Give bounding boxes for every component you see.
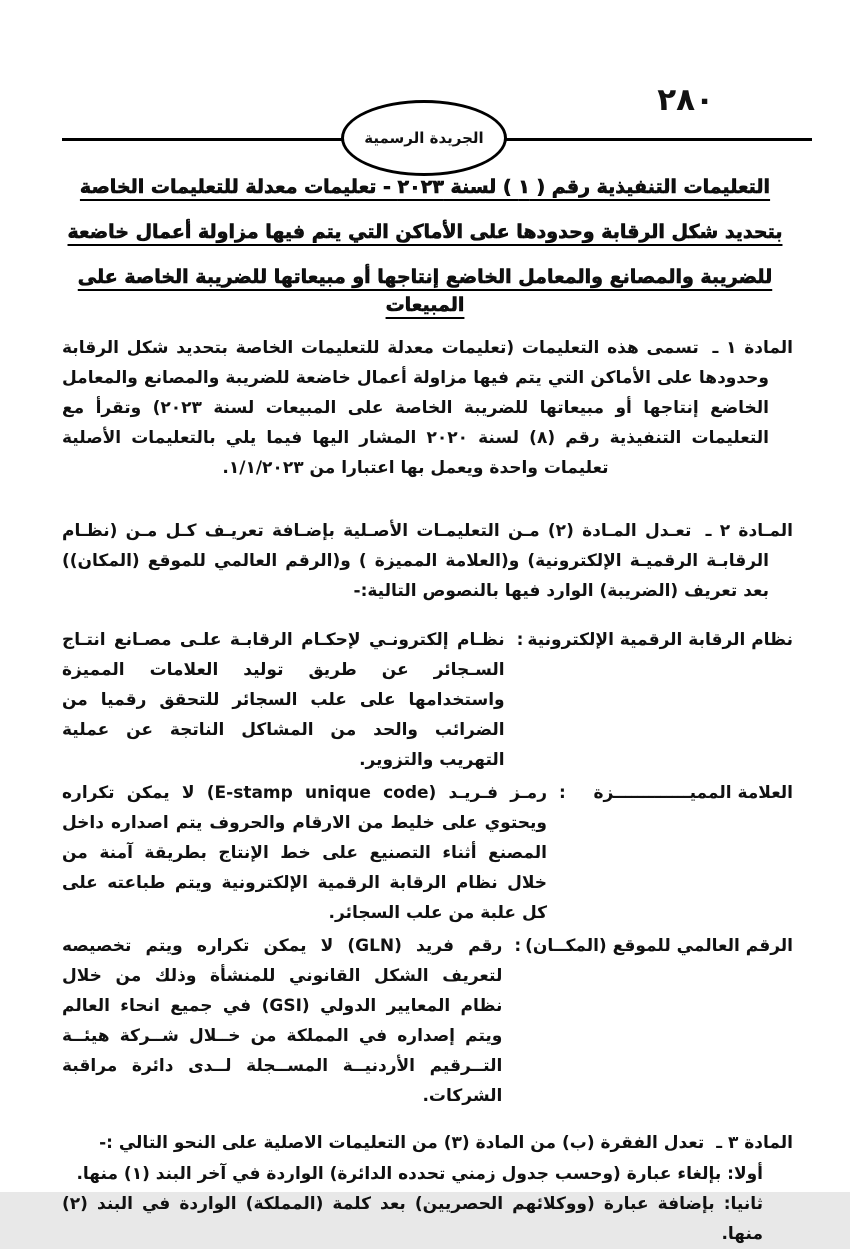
definition-row-digital-control-system bbox=[62, 625, 793, 775]
article-3-text: تعدل الفقرة (ب) من المادة (٣) من التعليمات الاصلية على النحو التالي :- bbox=[99, 1133, 705, 1153]
article-2-text: تعـدل المـادة (٢) مـن التعليمـات الأصـلية بإضـافة تعريـف كـل مـن (نظـام الرقابـة الرقميـة الإلكترونية) و(العلامة المميزة ) و(الرقم العالمي للموقع (المكان)) بعد تعريف (الضريبة) الوارد فيها بالنصوص التالية:- bbox=[62, 521, 769, 601]
definition-row-distinctive-mark bbox=[62, 778, 793, 928]
article-3-label: المادة ٣ ـ bbox=[716, 1133, 793, 1153]
gazette-badge-label: الجريدة الرسمية bbox=[364, 129, 484, 147]
gazette-badge bbox=[341, 100, 507, 176]
definition-description: رقم فريد (GLN) لا يمكن تكراره ويتم تخصيصه لتعريف الشكل القانوني للمنشأة وذلك من خلال نظام المعايير الدولي (GSI) في جميع انحاء العالم ويتم إصداره في المملكة من خــلال شــركة هيئــة التــرقيم الأردنيــة المســجلة لــدى دائرة مراقبة الشركات. bbox=[62, 936, 503, 1106]
definitions-table bbox=[62, 625, 793, 1111]
definition-term: نظام الرقابة الرقمية الإلكترونية bbox=[527, 630, 793, 650]
definition-term: العلامة المميـــــــــــــزة bbox=[593, 783, 793, 803]
definition-row-global-location-number bbox=[62, 931, 793, 1111]
article-1-label: المادة ١ ـ bbox=[712, 338, 793, 358]
definition-description: نظـام إلكترونـي لإحكـام الرقابـة علـى مصـانع انتـاج السـجائر عن طريق توليد العلامات المميزة واستخدامها على علب السجائر للتحقق رقميا من الضرائب والحد من المشاكل الناتجة عن عملية التهريب والتزوير. bbox=[62, 630, 505, 770]
document-title bbox=[56, 173, 794, 336]
definition-colon: : bbox=[559, 783, 566, 803]
definition-description: رمـز فـريـد (E-stamp unique code) لا يمكن تكراره ويحتوي على خليط من الارقام والحروف يتم اصداره داخل المصنع أثناء التصنيع على خط الإنتاج بطريقة آمنة من خلال نظام الرقابة الرقمية الإلكترونية ويتم طباعته على كل علبة من علب السجائر. bbox=[62, 783, 547, 923]
article-2-label: المـادة ٢ ـ bbox=[705, 521, 793, 541]
article-1 bbox=[62, 333, 793, 483]
title-line-3-text: للضريبة والمصانع والمعامل الخاضع إنتاجها أو مبيعاتها للضريبة الخاصة على المبيعات bbox=[77, 266, 773, 316]
title-line-2 bbox=[56, 218, 794, 246]
article-1-text: تسمى هذه التعليمات (تعليمات معدلة للتعليمات الخاصة بتحديد شكل الرقابة وحدودها على الأماكن التي يتم فيها مزاولة أعمال خاضعة للضريبة والمصانع والمعامل الخاضع إنتاجها أو مبيعاتها للضريبة الخاصة على المبيعات لسنة ٢٠٢٣) وتقرأ مع التعليمات التنفيذية رقم (٨) لسنة ٢٠٢٠ المشار اليها فيما يلي بالتعليمات الأصلية تعليمات واحدة ويعمل بها اعتبارا من ١/١/٢٠٢٣. bbox=[62, 338, 770, 478]
title-line-1 bbox=[56, 173, 794, 201]
definition-term: الرقم العالمي للموقع (المكــان) bbox=[525, 936, 793, 956]
article-3-item-first: أولا: بإلغاء عبارة (وحسب جدول زمني تحدده الدائرة) الواردة في آخر البند (١) منها. bbox=[76, 1164, 763, 1184]
definition-colon: : bbox=[516, 630, 524, 650]
document-body bbox=[62, 333, 793, 1249]
title-line-2-text: بتحديد شكل الرقابة وحدودها على الأماكن التي يتم فيها مزاولة أعمال خاضعة bbox=[67, 221, 783, 243]
definition-term-cell bbox=[513, 625, 793, 655]
title-line-1-text: التعليمات التنفيذية رقم ( ١ ) لسنة ٢٠٢٣ - تعليمات معدلة للتعليمات الخاصة bbox=[79, 176, 771, 198]
article-3 bbox=[62, 1128, 793, 1158]
article-3-item-second: ثانيا: بإضافة عبارة (ووكلائهم الحصريين) بعد كلمة (المملكة) الواردة في البند (٢) منها. bbox=[62, 1194, 763, 1244]
title-line-3 bbox=[56, 263, 794, 319]
definition-term-cell bbox=[510, 931, 793, 961]
article-2 bbox=[62, 516, 793, 606]
definition-term-cell bbox=[555, 778, 793, 808]
definition-colon: : bbox=[514, 936, 522, 956]
page-number: ٢٨٠ bbox=[657, 82, 714, 118]
